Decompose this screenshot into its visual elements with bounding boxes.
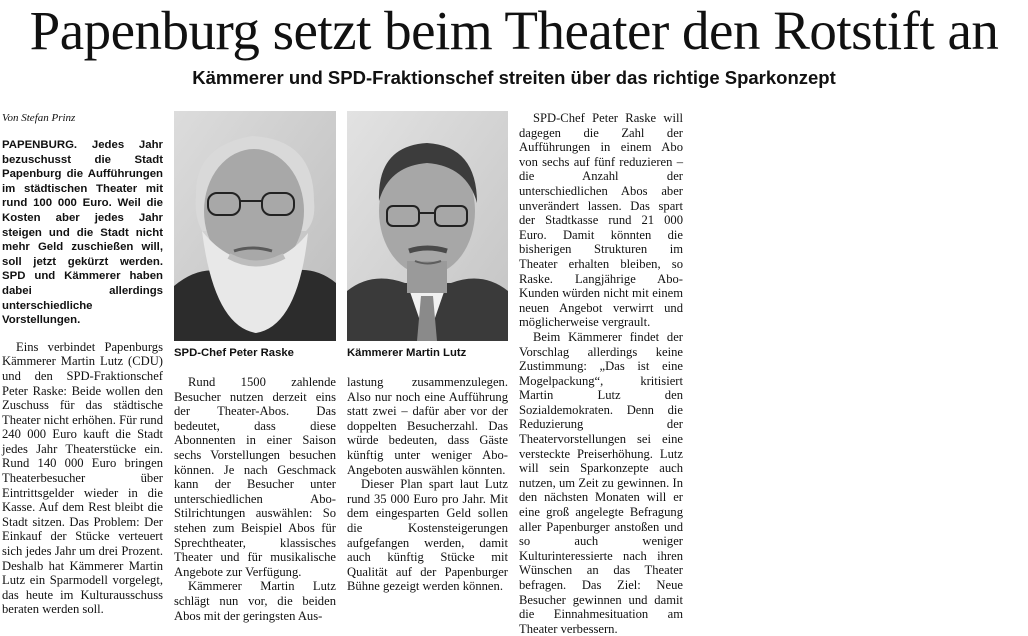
article-column-1 — [2, 138, 163, 617]
body-paragraph: Dieser Plan spart laut Lutz rund 35 000 Euro pro Jahr. Mit dem eingesparten Geld sollen die Kostensteigerungen aufgefangen werden, damit auch künftig Stücke mit Qualität auf der Papenburger Bühne gezeigt werden können. — [347, 477, 508, 594]
article-column-4 — [519, 111, 683, 636]
body-paragraph: Beim Kämmerer findet der Vorschlag allerdings keine Zustimmung: „Das ist eine Mogelpackung“, kritisiert Martin Lutz den Sozialdemokraten. Denn die Reduzierung der Theatervorstellungen sei eine versteckte Preiserhöhung. Lutz will sein Sparkonzepte auch nutzen, um Zeit zu gewinnen. In den nächsten Monaten will er eine groß angelegte Befragung aller Papenburger anstoßen und so auch weniger Kulturinteressierte nach ihren Wünschen an das Theater befragen. Das Ziel: Neue Besucher gewinnen und damit die Einnahmesituation am Theater verbessern. — [519, 329, 683, 636]
article-column-3 — [347, 375, 508, 594]
headline: Papenburg setzt beim Theater den Rotstift an — [29, 0, 999, 61]
body-paragraph: SPD-Chef Peter Raske will dagegen die Zahl der Aufführungen in einem Abo von sechs auf fünf reduzieren – die Anzahl der unterschiedlichen Abos aber unverändert lassen. Das spart der Stadtkasse rund 21 000 Euro. Damit könnten die bisherigen Strukturen im Theater erhalten bleiben, so Raske. Langjährige Abo-Kunden würden nicht mit einem neuen Angebot verwirrt und möglicherweise vergrault. — [519, 111, 683, 330]
article-column-2 — [174, 375, 336, 623]
body-paragraph: lastung zusammenzulegen. Also nur noch eine Aufführung statt zwei – dafür aber vor der doppelten Besucherzahl. Das würde bedeuten, dass Gäste künftig unter weniger Abo-Angeboten auswählen könnten. — [347, 375, 508, 477]
portrait-image — [174, 111, 336, 341]
byline: Von Stefan Prinz — [2, 112, 76, 124]
photo-caption-left: SPD-Chef Peter Raske — [174, 347, 294, 359]
portrait-image — [347, 111, 508, 341]
photo-caption-right: Kämmerer Martin Lutz — [347, 347, 467, 359]
body-paragraph: Kämmerer Martin Lutz schlägt nun vor, die beiden Abos mit der geringsten Aus- — [174, 579, 336, 623]
photo-peter-raske — [174, 111, 336, 341]
subheadline: Kämmerer und SPD-Fraktionschef streiten über das richtige Sparkonzept — [192, 67, 836, 88]
lead-paragraph: PAPENBURG. Jedes Jahr bezuschusst die Stadt Papenburg die Aufführungen im städtischen Theater mit rund 100 000 Euro. Weil die Kosten aber jedes Jahr steigen und die Stadt nicht mehr Geld zuschießen will, soll jetzt gekürzt werden. SPD und Kämmerer haben dabei allerdings unterschiedliche Vorstellungen. — [2, 139, 163, 327]
body-paragraph: Rund 1500 zahlende Besucher nutzen derzeit eins der Theater-Abos. Das bedeutet, dass diese Abonnenten in einer Saison sechs Vorstellungen besuchen können. Je nach Geschmack kann der Besucher unter unterschiedlichen Abo-Stilrichtungen auswählen: So stehen zum Beispiel Abos für Sprechtheater, klassisches Theater und für musikalische Angebote zur Verfügung. — [174, 375, 336, 579]
body-paragraph: Eins verbindet Papenburgs Kämmerer Martin Lutz (CDU) und den SPD-Fraktionschef Peter Raske: Beide wollen den Zuschuss für das städtische Theater nicht erhöhen. Für rund 240 000 Euro kauft die Stadt jedes Jahr Theaterstücke ein. Rund 140 000 Euro bringen Theaterbesucher über Eintrittsgelder wieder in die Kasse. Auf dem Rest bleibt die Stadt sitzen. Das Problem: Der Einkauf der Stücke verteuert sich jedes Jahr um drei Prozent. Deshalb hat Kämmerer Martin Lutz ein Sparmodell vorgelegt, das heute im Kulturausschuss beraten werden soll. — [2, 339, 163, 617]
photo-martin-lutz — [347, 111, 508, 341]
